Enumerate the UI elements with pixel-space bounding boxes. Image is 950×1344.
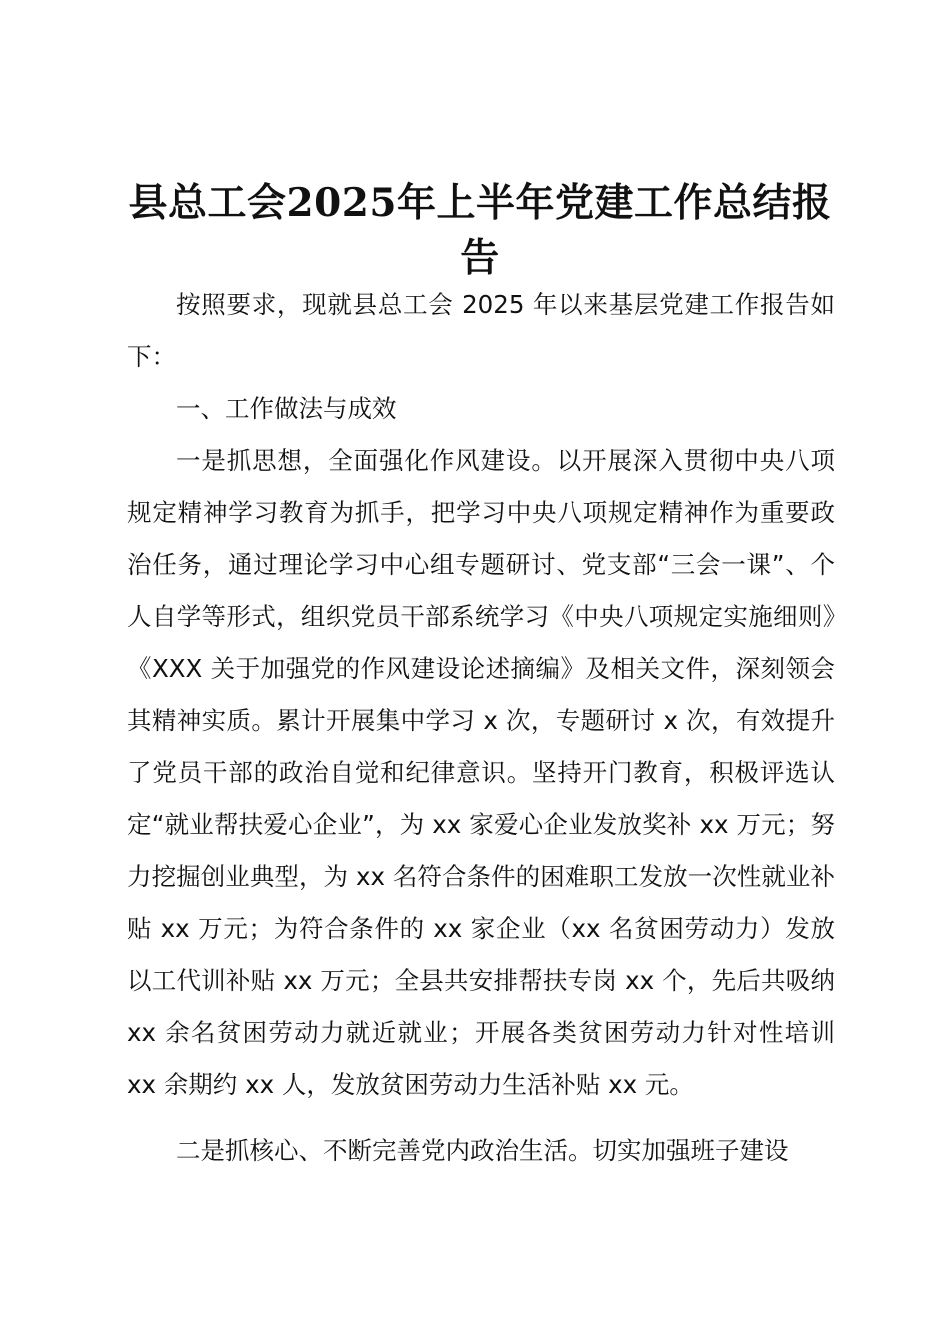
body-paragraph-2: 二是抓核心、不断完善党内政治生活。切实加强班子建设 bbox=[176, 1136, 789, 1165]
intro-paragraph: 按照要求，现就县总工会 2025 年以来基层党建工作报告如下： bbox=[127, 290, 835, 371]
document-title: 县总工会2025年上半年党建工作总结报告 bbox=[128, 180, 832, 281]
body-paragraph-1: 一是抓思想，全面强化作风建设。以开展深入贯彻中央八项规定精神学习教育为抓手，把学习中央八项规定精神作为重要政治任务，通过理论学习中心组专题研讨、党支部“三会一课”、个人自学等形式，组织党员干部系统学习《中央八项规定实施细则》《XXX 关于加强党的作风建设论述摘编》及相关文件，深刻领会其精神实质。累计开展集中学习 x 次，专题研讨 x 次，有效提升了党员干部的政治自觉和纪律意识。坚持开门教育，积极评选认定“就业帮扶爱心企业”，为 xx 家爱心企业发放奖补 xx 万元；努力挖掘创业典型，为 xx 名符合条件的困难职工发放一次性就业补贴 xx 万元；为符合条件的 xx 家企业（xx 名贫困劳动力）发放以工代训补贴 xx 万元；全县共安排帮扶专岗 xx 个，先后共吸纳 xx 余名贫困劳动力就近就业；开展各类贫困劳动力针对性培训 xx 余期约 xx 人，发放贫困劳动力生活补贴 xx 元。 bbox=[127, 446, 835, 1099]
document-body bbox=[127, 279, 835, 1177]
section-heading: 一、工作做法与成效 bbox=[176, 394, 397, 423]
